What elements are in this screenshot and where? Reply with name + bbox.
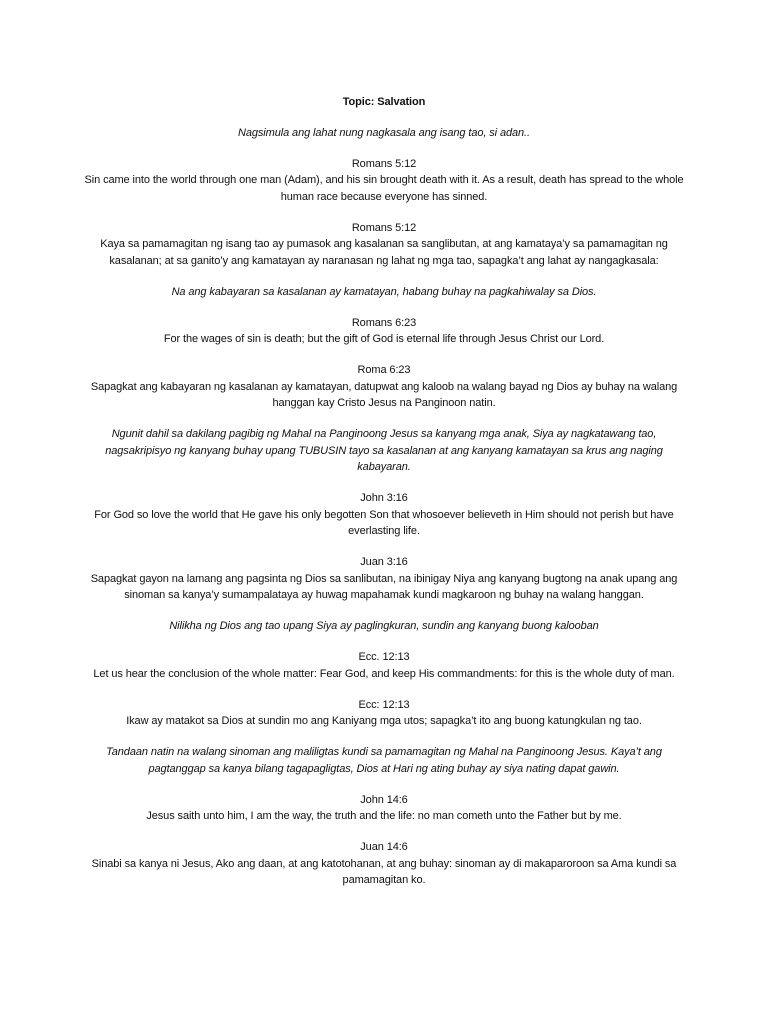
- verse-text: Kaya sa pamamagitan ng isang tao ay pumasok ang kasalanan sa sanglibutan, at ang kamataya’y sa pamamagitan ng kasalanan; at sa ganito’y ang kamatayan ay naranasan ng lahat ng mga tao, sapagka’t ang lahat ay nangagkasala:: [100, 238, 668, 267]
- verse-reference: Romans 5:12: [351, 157, 417, 170]
- verse-block: [82, 839, 686, 889]
- verse-block: [82, 156, 686, 206]
- verse-block: [82, 362, 686, 412]
- verse-text: For the wages of sin is death; but the gift of God is eternal life through Jesus Christ our Lord.: [163, 333, 605, 345]
- verse-reference: Roma 6:23: [357, 364, 411, 376]
- verse-block: [82, 315, 686, 348]
- verse-text: Sin came into the world through one man (Adam), and his sin brought death with it. As a result, death has spread to the whole human race because everyone has sinned.: [84, 174, 684, 203]
- verse-text: Sapagkat ang kabayaran ng kasalanan ay kamatayan, datupwat ang kaloob na walang bayad ng Dios ay buhay na walang hanggan kay Cristo Jesus na Panginoon natin.: [90, 380, 678, 409]
- verse-text: Sinabi sa kanya ni Jesus, Ako ang daan, at ang katotohanan, at ang buhay: sinoman ay di makaparoroon sa Ama kundi sa pamamagitan ko.: [91, 857, 677, 886]
- verse-text: Jesus saith unto him, I am the way, the truth and the life: no man cometh unto the Father but by me.: [146, 810, 622, 822]
- commentary-note: Na ang kabayaran sa kasalanan ay kamatayan, habang buhay na pagkahiwalay sa Dios.: [171, 285, 597, 298]
- document-title: Topic: Salvation: [342, 96, 426, 108]
- verse-reference: Romans 6:23: [351, 316, 417, 329]
- commentary-note: Ngunit dahil sa dakilang pagibig ng Mahal na Panginoong Jesus sa kanyang mga anak, Siya ay nagkatawang tao, nagsakripisyo ng kanyang buhay upang TUBUSIN tayo sa kasalanan at ang kanyang kamatayan sa krus ang naging kabayaran.: [105, 428, 663, 473]
- verse-text: Ikaw ay matakot sa Dios at sundin mo ang Kaniyang mga utos; sapagka’t ito ang buong katungkulan ng tao.: [126, 715, 642, 727]
- verse-reference: Juan 3:16: [360, 556, 408, 568]
- verse-block: [82, 220, 686, 270]
- verse-reference: John 14:6: [360, 793, 408, 806]
- verse-text: Sapagkat gayon na lamang ang pagsinta ng Dios sa sanlibutan, na ibinigay Niya ang kanyang bugtong na anak upang ang sinoman sa kanya’y sumampalataya ay huwag mapahamak kundi magkaroon ng buhay na walang hanggan.: [90, 572, 678, 601]
- verse-block: [82, 554, 686, 604]
- verse-text: For God so love the world that He gave his only begotten Son that whosoever believeth in Him should not perish but have everlasting life.: [94, 508, 674, 537]
- verse-reference: Ecc. 12:13: [358, 651, 410, 663]
- commentary-note: Tandaan natin na walang sinoman ang maliligtas kundi sa pamamagitan ng Mahal na Panginoong Jesus. Kaya’t ang pagtanggap sa kanya bilang tagapagligtas, Dios at Hari ng ating buhay ay siya nating dapat gawin.: [106, 746, 662, 775]
- commentary-note: Nilikha ng Dios ang tao upang Siya ay paglingkuran, sundin ang kanyang buong kalooban: [169, 620, 599, 632]
- verse-reference: Ecc: 12:13: [358, 698, 410, 711]
- document-page: [82, 94, 686, 903]
- verse-text: Let us hear the conclusion of the whole matter: Fear God, and keep His commandments: for this is the whole duty of man.: [93, 667, 675, 680]
- verse-reference: Romans 5:12: [351, 221, 417, 234]
- verse-reference: Juan 14:6: [360, 841, 408, 853]
- verse-block: [82, 792, 686, 825]
- verse-block: [82, 490, 686, 540]
- verse-reference: John 3:16: [360, 492, 408, 504]
- verse-block: [82, 697, 686, 730]
- verse-block: [82, 649, 686, 682]
- intro-note: Nagsimula ang lahat nung nagkasala ang isang tao, si adan..: [238, 126, 530, 139]
